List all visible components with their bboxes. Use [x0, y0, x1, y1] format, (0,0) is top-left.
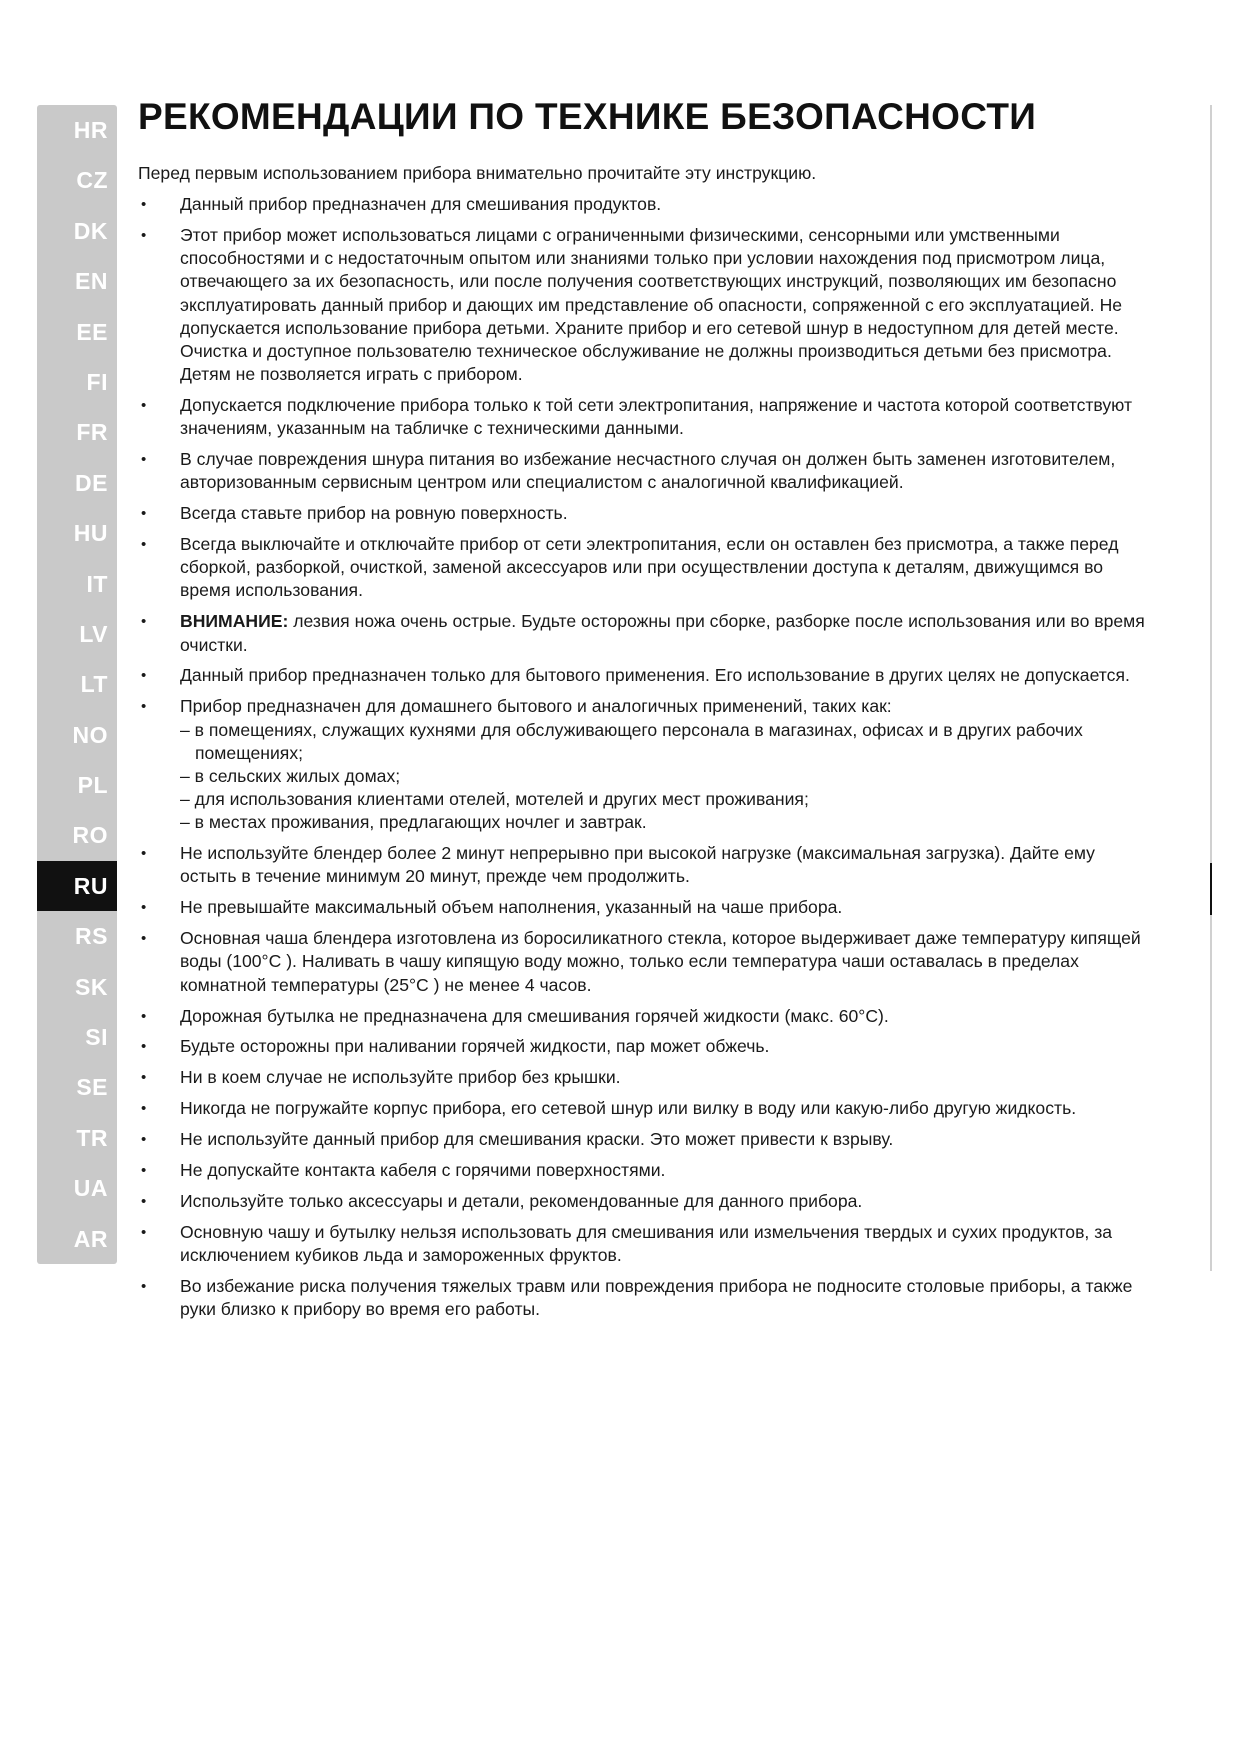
item-text: Никогда не погружайте корпус прибора, его сетевой шнур или вилку в воду или какую-либо другую жидкость. — [180, 1098, 1077, 1119]
item-text: Всегда ставьте прибор на ровную поверхность. — [180, 503, 568, 524]
list-item — [138, 896, 1148, 919]
item-text: Используйте только аксессуары и детали, рекомендованные для данного прибора. — [180, 1190, 863, 1211]
lang-tab-ua[interactable]: UA — [73, 1175, 108, 1202]
page-title: РЕКОМЕНДАЦИИ ПО ТЕХНИКЕ БЕЗОПАСНОСТИ — [138, 96, 1037, 137]
safety-list — [138, 193, 1148, 1321]
bullet-icon: • — [141, 1131, 147, 1149]
lang-tab-ro[interactable]: RO — [72, 822, 108, 849]
item-text: Ни в коем случае не используйте прибор без крышки. — [180, 1067, 621, 1088]
list-item — [138, 1066, 1148, 1089]
list-item — [138, 927, 1148, 997]
lang-tab-sk[interactable]: SK — [75, 973, 108, 1000]
item-text: Основная чаша блендера изготовлена из боросиликатного стекла, которое выдерживает даже температуру кипящей воды (100°C ). Наливать в чашу кипящую воду можно, только если температура чаши оставалась в пределах комнатной температуры (25°C ) не менее 4 часов. — [180, 928, 1141, 995]
lang-tab-lv[interactable]: LV — [79, 620, 108, 647]
list-item — [138, 533, 1148, 603]
lang-tab-fr[interactable]: FR — [76, 419, 108, 446]
bullet-icon: • — [141, 1277, 147, 1295]
bullet-icon: • — [141, 613, 147, 631]
item-text: Основную чашу и бутылку нельзя использовать для смешивания или измельчения твердых и сухих продуктов, за исключением кубиков льда и замороженных фруктов. — [180, 1221, 1113, 1265]
lang-tab-dk[interactable]: DK — [73, 217, 108, 244]
bullet-icon: • — [141, 1192, 147, 1210]
lang-tab-pl[interactable]: PL — [77, 772, 108, 799]
list-item — [138, 502, 1148, 525]
language-sidebar — [37, 105, 117, 1264]
item-text: Будьте осторожны при наливании горячей жидкости, пар может обжечь. — [180, 1036, 770, 1057]
sub-list-item: – для использования клиентами отелей, мотелей и других мест проживания; — [180, 789, 809, 810]
right-edge-marker — [1210, 863, 1212, 915]
lang-tab-rs[interactable]: RS — [75, 923, 108, 950]
list-item — [138, 842, 1148, 888]
lang-tab-tr[interactable]: TR — [76, 1124, 108, 1151]
bullet-icon: • — [141, 698, 147, 716]
bullet-icon: • — [141, 505, 147, 523]
item-text: Данный прибор предназначен для смешивания продуктов. — [180, 194, 662, 214]
bullet-icon: • — [141, 397, 147, 414]
item-text: Этот прибор может использоваться лицами с ограниченными физическими, сенсорными или умственными способностями и с недостаточным опытом или знаниями только при условии нахождения под присмотром лица, отвечающего за их безопасность, или после получения соответствующих инструкций, позволяющих им безопасно эксплуатировать данный прибор и дающих им представление об опасности, сопряженной с его эксплуатацией. Не допускается использование прибора детьми. Храните прибор и его сетевой шнур в недоступном для детей месте. Очистка и доступное пользователю техническое обслуживание не должны производиться детьми без присмотра. Детям не позволяется играть с прибором. — [180, 224, 1123, 385]
right-edge-rule — [1210, 105, 1212, 863]
lang-tab-si[interactable]: SI — [85, 1024, 108, 1051]
lang-tab-hu[interactable]: HU — [73, 520, 108, 547]
item-text: Не превышайте максимальный объем наполнения, указанный на чаше прибора. — [180, 897, 843, 918]
item-text: В случае повреждения шнура питания во избежание несчастного случая он должен быть заменен изготовителем, авторизованным сервисным центром или специалистом с аналогичной квалификацией. — [180, 449, 1116, 493]
list-item — [138, 1275, 1148, 1321]
item-text: Прибор предназначен для домашнего бытового и аналогичных применений, таких как: — [180, 696, 892, 717]
item-text: Не используйте блендер более 2 минут непрерывно при высокой нагрузке (максимальная загрузка). Дайте ему остыть в течение минимум 20 минут, прежде чем продолжить. — [180, 843, 1095, 887]
list-item — [138, 1190, 1148, 1213]
lang-tab-ru-active[interactable]: RU — [37, 861, 117, 911]
bullet-icon: • — [141, 845, 147, 863]
bullet-icon: • — [141, 667, 147, 685]
lang-tab-fi[interactable]: FI — [86, 368, 108, 395]
item-text: Допускается подключение прибора только к той сети электропитания, напряжение и частота которой соответствуют значениям, указанным на табличке с техническими данными. — [180, 395, 1133, 439]
list-item — [138, 1005, 1148, 1028]
item-text: Данный прибор предназначен только для бытового применения. Его использование в других целях не допускается. — [180, 665, 1130, 686]
list-item — [138, 695, 1148, 834]
sub-list — [180, 719, 1148, 835]
item-text: Дорожная бутылка не предназначена для смешивания горячей жидкости (макс. 60°C). — [180, 1005, 889, 1026]
bullet-icon: • — [141, 1007, 147, 1025]
list-item-warning — [138, 610, 1148, 656]
item-text: Не используйте данный прибор для смешивания краски. Это может привести к взрыву. — [180, 1129, 894, 1150]
bullet-icon: • — [141, 899, 147, 917]
bullet-icon: • — [141, 1162, 147, 1179]
list-item — [138, 193, 1148, 216]
sub-list-item: – в местах проживания, предлагающих ночлег и завтрак. — [180, 812, 647, 833]
safety-section — [138, 96, 1148, 1329]
lang-tab-en[interactable]: EN — [75, 268, 108, 295]
lang-tab-lt[interactable]: LT — [80, 671, 108, 698]
sub-list-item: – в сельских жилых домах; — [180, 765, 401, 786]
bullet-icon: • — [141, 451, 147, 469]
lang-tab-de[interactable]: DE — [75, 469, 108, 496]
list-item — [138, 1035, 1148, 1058]
item-text: Не допускайте контакта кабеля с горячими поверхностями. — [180, 1160, 666, 1180]
list-item — [138, 394, 1148, 440]
list-item — [138, 224, 1148, 386]
item-text: Во избежание риска получения тяжелых травм или повреждения прибора не подносите столовые приборы, а также руки близко к прибору во время его работы. — [180, 1275, 1133, 1320]
list-item — [138, 1128, 1148, 1151]
intro-text: Перед первым использованием прибора внимательно прочитайте эту инструкцию. — [138, 163, 817, 183]
lang-tab-se[interactable]: SE — [76, 1074, 108, 1101]
warning-label: ВНИМАНИЕ: — [180, 611, 289, 632]
list-item — [138, 664, 1148, 687]
bullet-icon: • — [141, 226, 147, 244]
list-item — [138, 1097, 1148, 1120]
list-item — [138, 1159, 1148, 1182]
bullet-icon: • — [141, 196, 147, 213]
bullet-icon: • — [141, 1069, 147, 1087]
item-text: Всегда выключайте и отключайте прибор от сети электропитания, если он оставлен без присмотра, а также перед сборкой, разборкой, очисткой, заменой аксессуаров или при осуществлении доступа к деталям, движущимся во время использования. — [180, 534, 1119, 601]
lang-tab-it[interactable]: IT — [86, 570, 108, 597]
bullet-icon: • — [141, 930, 147, 948]
lang-tab-no[interactable]: NO — [72, 721, 108, 748]
bullet-icon: • — [141, 1223, 147, 1241]
lang-tab-ar[interactable]: AR — [73, 1225, 108, 1252]
right-edge-rule-lower — [1210, 915, 1212, 1271]
lang-tab-cz[interactable]: CZ — [76, 167, 108, 194]
lang-tab-ee[interactable]: EE — [76, 318, 108, 345]
list-item — [138, 448, 1148, 494]
list-item — [138, 1221, 1148, 1267]
bullet-icon: • — [141, 536, 147, 554]
sub-list-item: – в помещениях, служащих кухнями для обслуживающего персонала в магазинах, офисах и в других рабочих помещениях; — [180, 719, 1083, 763]
lang-tab-hr[interactable]: HR — [73, 117, 108, 143]
bullet-icon: • — [141, 1100, 147, 1118]
item-text: лезвия ножа очень острые. Будьте осторожны при сборке, разборке после использования или во время очистки. — [180, 611, 1145, 655]
bullet-icon: • — [141, 1038, 147, 1056]
